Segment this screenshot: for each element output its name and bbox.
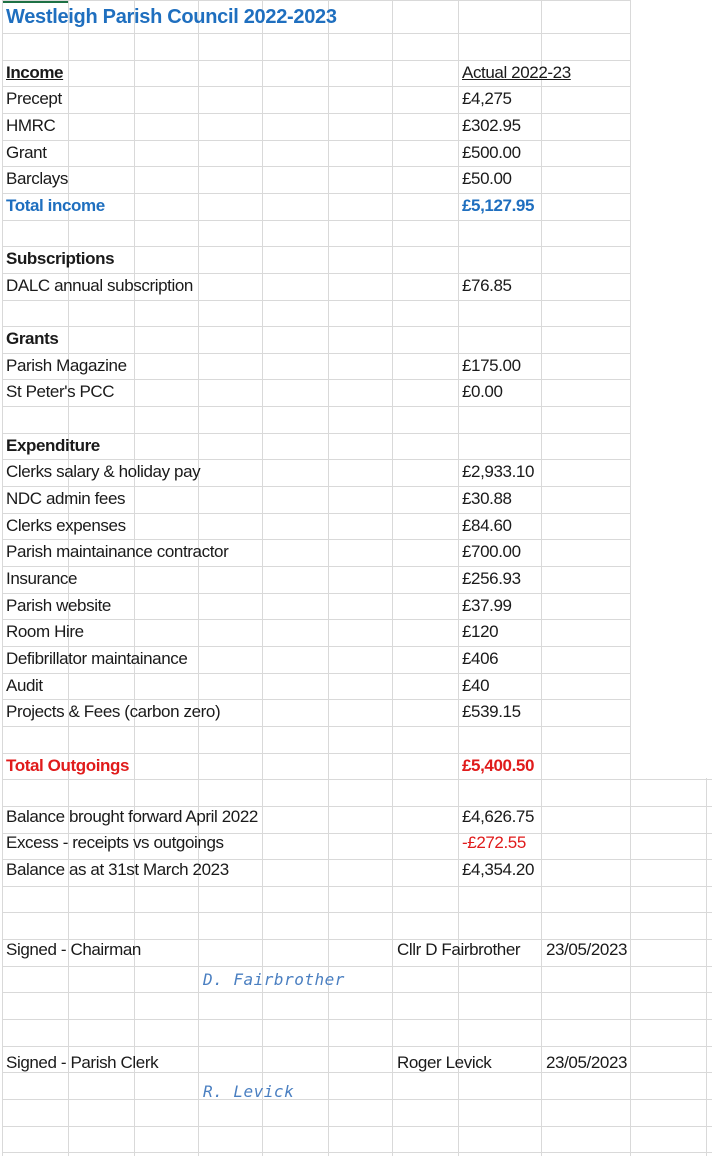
clerk-signature: R. Levick <box>203 1082 295 1101</box>
subscription-row-label: DALC annual subscription <box>6 276 193 295</box>
income-row-value: £4,275 <box>462 89 512 108</box>
expenditure-row-label: Room Hire <box>6 622 84 641</box>
excess-value: -£272.55 <box>462 833 526 852</box>
grid-row-line <box>2 406 630 407</box>
chairman-name: Cllr D Fairbrother <box>397 940 521 959</box>
chairman-signature: D. Fairbrother <box>203 970 345 989</box>
expenditure-row-value: £40 <box>462 676 490 695</box>
expenditure-row-label: Audit <box>6 676 43 695</box>
clerk-name: Roger Levick <box>397 1053 492 1072</box>
grant-row-value: £0.00 <box>462 382 503 401</box>
income-row-value: £500.00 <box>462 143 521 162</box>
subscription-row-value: £76.85 <box>462 276 512 295</box>
grant-row-label: Parish Magazine <box>6 356 127 375</box>
grid-row-line <box>2 0 630 1</box>
grid-row-line <box>2 113 630 114</box>
expenditure-row-label: Insurance <box>6 569 78 588</box>
grid-row-line <box>2 673 630 674</box>
signed-clerk-label: Signed - Parish Clerk <box>6 1053 159 1072</box>
total-income-label: Total income <box>6 196 105 215</box>
grid-row-line <box>2 326 630 327</box>
total-outgoings-label: Total Outgoings <box>6 756 130 775</box>
grid-row-line <box>2 726 630 727</box>
grid-row-line <box>2 912 712 913</box>
balance-row-label: Balance as at 31st March 2023 <box>6 860 229 879</box>
grid-row-line <box>2 779 712 780</box>
expenditure-row-value: £539.15 <box>462 702 521 721</box>
grid-column-line <box>458 0 459 1156</box>
expenditure-row-value: £37.99 <box>462 596 512 615</box>
grid-row-line <box>2 166 630 167</box>
expenditure-row-label: Clerks salary & holiday pay <box>6 462 201 481</box>
total-outgoings-value: £5,400.50 <box>462 756 535 775</box>
income-heading: Income <box>6 63 64 82</box>
actual-column-header: Actual 2022-23 <box>462 63 571 82</box>
grid-row-line <box>2 300 630 301</box>
grid-column-line <box>134 0 135 1156</box>
grid-row-line <box>2 1099 712 1100</box>
grid-column-line <box>392 0 393 1156</box>
expenditure-row-label: Parish website <box>6 596 111 615</box>
expenditure-row-label: Clerks expenses <box>6 516 126 535</box>
grid-column-line <box>2 0 3 1156</box>
expenditure-row-value: £120 <box>462 622 499 641</box>
grid-column-line <box>541 0 542 1156</box>
grid-column-line <box>630 0 631 1156</box>
expenditure-row-label: NDC admin fees <box>6 489 126 508</box>
income-row-label: Precept <box>6 89 62 108</box>
balance-row-value: £4,354.20 <box>462 860 535 879</box>
expenditure-row-value: £700.00 <box>462 542 521 561</box>
grid-row-line <box>2 886 712 887</box>
grant-row-label: St Peter's PCC <box>6 382 115 401</box>
income-row-label: HMRC <box>6 116 56 135</box>
income-row-label: Barclays <box>6 169 68 188</box>
expenditure-row-value: £30.88 <box>462 489 512 508</box>
grant-row-value: £175.00 <box>462 356 521 375</box>
balance-row-label: Excess - receipts vs outgoings <box>6 833 224 852</box>
grid-row-line <box>2 1152 712 1153</box>
expenditure-row-value: £2,933.10 <box>462 462 535 481</box>
expenditure-row-label: Parish maintainance contractor <box>6 542 229 561</box>
expenditure-row-label: Defibrillator maintainance <box>6 649 188 668</box>
grid-row-line <box>2 33 630 34</box>
grid-row-line <box>2 1019 712 1020</box>
expenditure-heading: Expenditure <box>6 436 100 455</box>
signed-chairman-label: Signed - Chairman <box>6 940 141 959</box>
expenditure-row-value: £84.60 <box>462 516 512 535</box>
grid-row-line <box>2 220 630 221</box>
expenditure-row-value: £256.93 <box>462 569 521 588</box>
total-income-value: £5,127.95 <box>462 196 535 215</box>
grid-row-line <box>2 619 630 620</box>
grid-row-line <box>2 140 630 141</box>
sheet-title: Westleigh Parish Council 2022-2023 <box>6 6 337 28</box>
expenditure-row-label: Projects & Fees (carbon zero) <box>6 702 221 721</box>
grid-row-line <box>2 966 712 967</box>
grid-row-line <box>2 566 630 567</box>
grid-row-line <box>2 86 630 87</box>
grid-row-line <box>2 992 712 993</box>
subscriptions-heading: Subscriptions <box>6 249 115 268</box>
grid-row-line <box>2 1126 712 1127</box>
chairman-date: 23/05/2023 <box>546 940 628 959</box>
grid-column-line <box>198 0 199 1156</box>
grants-heading: Grants <box>6 329 59 348</box>
balance-row-label: Balance brought forward April 2022 <box>6 807 258 826</box>
clerk-date: 23/05/2023 <box>546 1053 628 1072</box>
income-row-label: Grant <box>6 143 47 162</box>
balance-row-value: £4,626.75 <box>462 807 535 826</box>
grid-row-line <box>2 1046 712 1047</box>
expenditure-row-value: £406 <box>462 649 499 668</box>
income-row-value: £302.95 <box>462 116 521 135</box>
income-row-value: £50.00 <box>462 169 512 188</box>
